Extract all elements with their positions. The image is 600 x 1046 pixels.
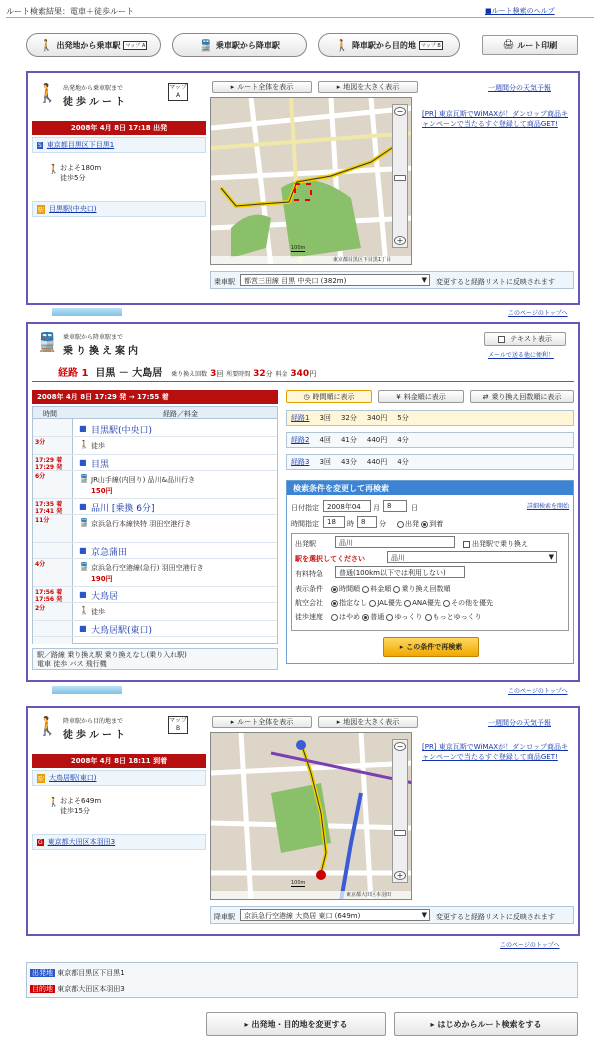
chevron-down-icon: ▼	[548, 553, 554, 561]
zoom-in-icon[interactable]: −	[394, 107, 406, 116]
via-select[interactable]	[387, 551, 557, 563]
zoom-slider[interactable]	[392, 104, 408, 248]
route-name-link[interactable]: 経路2	[291, 436, 310, 444]
step-time: 17:35 着 17:41 発	[35, 501, 63, 515]
goal-marker-icon: G	[38, 838, 43, 846]
show-full-route-button[interactable]	[212, 81, 312, 93]
walk-distance: およそ649m	[60, 797, 102, 805]
summary-origin	[30, 968, 125, 978]
station-icon: ■	[79, 424, 87, 433]
section-title: 徒歩ルート	[63, 97, 128, 108]
help-label: ルート検索のヘルプ	[491, 7, 555, 15]
step-time: 2分	[35, 605, 46, 612]
unit-minute: 分	[379, 520, 386, 528]
select-value: 8	[387, 502, 392, 510]
transfers-value: 3回	[319, 458, 331, 466]
step-text[interactable]: 目黒	[91, 460, 110, 470]
chevron-down-icon: ▼	[421, 911, 427, 919]
time-hour-select[interactable]	[323, 516, 345, 528]
map-scale: 100m	[291, 880, 306, 886]
route-summary	[58, 364, 316, 379]
select-value: 品川	[391, 554, 405, 562]
radio-label: 出発	[405, 520, 419, 528]
origin-label: 出発地	[32, 969, 53, 977]
transfers-value: 4回	[319, 436, 331, 444]
transfers-value: 3回	[319, 414, 331, 422]
section-title: 乗り換え案内	[63, 346, 141, 357]
itinerary-step	[33, 471, 277, 499]
time-value: 32分	[340, 414, 357, 422]
button-label: テキスト表示	[510, 335, 552, 343]
map-a-badge: マップ A	[169, 84, 187, 99]
itinerary-step	[33, 515, 277, 543]
legend	[32, 648, 278, 670]
radio-label: 料金順	[370, 585, 392, 593]
walk-value: 4分	[397, 458, 409, 466]
station-label: 乗車駅	[214, 278, 235, 286]
radio-icon	[386, 614, 393, 621]
radio-icon	[421, 521, 428, 528]
time-label: 時間指定	[291, 520, 319, 528]
text-display-button[interactable]	[484, 332, 566, 346]
map-a[interactable]	[210, 97, 412, 265]
step-text[interactable]: 大鳥居駅(東口)	[91, 626, 153, 636]
time-value: 43分	[340, 458, 357, 466]
walk-label: 徒歩速度	[295, 613, 323, 621]
walker-icon: 🚶	[79, 440, 89, 449]
map-b-drawing	[211, 733, 412, 900]
play-icon: ▸	[399, 643, 404, 651]
date-year-select[interactable]	[323, 500, 371, 512]
itinerary-table	[32, 406, 278, 644]
route-destination[interactable]	[32, 834, 206, 850]
button-label: この条件で再検索	[406, 643, 463, 651]
walker-icon: 🚶	[36, 716, 59, 737]
radio-icon	[362, 614, 369, 621]
radio-label: はやめ	[339, 613, 360, 621]
legend-line-2: 電車 徒歩 バス 飛行機	[37, 660, 107, 668]
col-time-header: 時間	[43, 410, 57, 418]
section-subtitle: 出発地から乗車駅まで	[63, 85, 124, 92]
time-label: 所要時間	[226, 371, 251, 378]
dest-label: 目的地	[32, 985, 53, 993]
section-arrow	[52, 686, 122, 694]
from-label: 出発駅	[295, 540, 316, 548]
station-label: 降車駅	[214, 913, 235, 921]
map-scale: 100m	[291, 245, 306, 251]
select-value: 18	[327, 518, 336, 526]
itinerary-step	[33, 437, 277, 455]
transit-date-bar: 2008年 4月 8日 17:29 発 → 17:55 着	[32, 390, 278, 404]
radio-icon	[331, 614, 338, 621]
sort-fare-button[interactable]	[378, 390, 464, 403]
station-icon: ■	[79, 546, 87, 555]
walker-icon: 🚶	[39, 38, 54, 52]
time-value: 32	[253, 369, 266, 379]
help-icon: ■	[485, 7, 492, 15]
radio-label: JAL優先	[377, 599, 402, 607]
train-icon: 🚆	[36, 332, 59, 353]
step-fare: 150円	[91, 487, 113, 495]
radio-icon	[393, 586, 400, 593]
date-label: 日付指定	[291, 504, 319, 512]
time-value: 41分	[340, 436, 357, 444]
radio-label: もっとゆっくり	[432, 613, 482, 621]
map-a-badge: マップ A	[125, 42, 146, 49]
fare-select[interactable]	[335, 566, 465, 578]
section-subtitle: 乗車駅から降車駅まで	[63, 334, 124, 341]
summary-destination	[30, 984, 125, 994]
weather-link[interactable]: 一週間分の天気予報	[488, 84, 551, 92]
tab-origin-to-station[interactable]	[26, 33, 161, 57]
tab-label: 乗車駅から降車駅	[215, 40, 280, 50]
radio-icon	[331, 600, 338, 607]
unit-hour: 時	[347, 520, 354, 528]
walker-icon: 🚶	[36, 83, 59, 104]
itinerary-step	[33, 621, 277, 637]
button-label: 出発地・目的地を変更する	[251, 1019, 348, 1029]
walk-route-a-panel	[26, 71, 580, 305]
printer-icon: 🖨	[502, 40, 515, 50]
itinerary-header	[33, 407, 277, 419]
button-label: ルート全体を表示	[237, 83, 294, 91]
research-button[interactable]	[383, 637, 479, 657]
unit-kai: 回	[216, 370, 224, 378]
radio-icon	[425, 614, 432, 621]
step-text: 京浜急行本線快特 羽田空港行き	[91, 520, 192, 528]
step-time: 3分	[35, 439, 46, 446]
col-route-header: 経路／料金	[163, 410, 198, 418]
dest-value: 東京都大田区本羽田3	[57, 985, 125, 993]
ad-link[interactable]: [PR] 東京瓦斯でWiMAXが！ダンロップ商品キャンペーンで当たるすぐ登録して商品GET!	[422, 743, 569, 761]
zoom-out-icon[interactable]: +	[394, 871, 406, 880]
transit-panel	[26, 322, 580, 682]
button-label: 料金順に表示	[403, 392, 446, 401]
air-options[interactable]	[331, 598, 493, 608]
station-marker-icon: 駅	[38, 775, 45, 783]
station-icon: ■	[79, 590, 87, 599]
step-text[interactable]: 京急蒲田	[91, 548, 128, 558]
radio-icon	[331, 586, 338, 593]
unit-month: 月	[373, 504, 380, 512]
fare-value: 340円	[366, 414, 388, 422]
zoom-handle[interactable]	[394, 830, 406, 836]
weather-link[interactable]: 一週間分の天気予報	[488, 719, 551, 727]
step-time: 17:29 着 17:29 発	[35, 457, 63, 471]
walk-distance: およそ180m	[60, 164, 102, 172]
route-name: 目黒 － 大島居	[95, 368, 163, 379]
radio-label: ゆっくり	[394, 613, 423, 621]
research-form	[286, 480, 574, 664]
transfers-label: 乗り換え回数	[171, 371, 208, 378]
button-label: 時間順に表示	[312, 392, 355, 401]
train-icon: 🚆	[79, 562, 89, 571]
tab-station-to-destination[interactable]	[318, 33, 460, 57]
unit-fun: 分	[265, 370, 273, 378]
sort-transfer-button[interactable]	[470, 390, 574, 403]
checkbox-icon	[498, 336, 505, 343]
checkbox-icon	[463, 541, 470, 548]
advanced-search-link[interactable]: 詳細検索を開始	[526, 503, 569, 510]
top-divider	[6, 17, 594, 18]
sort-time-button[interactable]	[286, 390, 372, 403]
radio-icon	[362, 586, 369, 593]
transfers-value: 3	[210, 369, 217, 379]
date-day-select[interactable]	[383, 500, 407, 512]
route-name-link[interactable]: 経路3	[291, 458, 310, 466]
zoom-out-icon[interactable]: +	[394, 236, 406, 245]
step-text: 京浜急行空港線(急行) 羽田空港行き	[91, 564, 204, 572]
checkbox-label: 出発駅で乗り換え	[472, 540, 528, 548]
via-label: 駅を選択してください	[295, 555, 365, 563]
radio-icon	[404, 600, 411, 607]
depart-arrive-radio[interactable]	[397, 519, 443, 529]
step-text: 徒歩	[91, 442, 105, 450]
zoom-slider[interactable]	[392, 739, 408, 883]
route-origin[interactable]	[32, 137, 206, 153]
play-icon: ▸	[230, 718, 235, 726]
transfer-icon: ⇄	[482, 392, 489, 401]
route-name-link[interactable]: 経路1	[291, 414, 310, 422]
restart-search-button[interactable]	[394, 1012, 578, 1036]
cond-label: 表示条件	[295, 585, 323, 593]
itinerary-step	[33, 421, 277, 437]
zoom-handle[interactable]	[394, 175, 406, 181]
play-icon: ▸	[244, 1019, 249, 1029]
unit-yen: 円	[309, 370, 317, 378]
fare-label: 料金	[275, 371, 288, 378]
step-text[interactable]: 目黒駅(中央口)	[91, 426, 153, 436]
station-icon: ■	[79, 624, 87, 633]
origin-value: 東京都目黒区下目黒1	[57, 969, 125, 977]
station-select[interactable]	[240, 909, 430, 921]
section-subtitle: 降車駅から目的地まで	[63, 718, 124, 725]
fare-value: 440円	[366, 436, 388, 444]
walk-value: 4分	[397, 436, 409, 444]
summary-divider	[32, 381, 574, 382]
radio-icon	[397, 521, 404, 528]
page-title: ルート検索結果：電車＋徒歩ルート	[6, 7, 134, 16]
radio-icon	[443, 600, 450, 607]
train-icon: 🚆	[199, 38, 213, 52]
itinerary-step	[33, 499, 277, 515]
route-option[interactable]	[286, 432, 574, 448]
radio-label: 時間順	[339, 585, 360, 593]
station-note: 変更すると経路リストに反映されます	[436, 913, 555, 921]
itinerary-step	[33, 559, 277, 587]
destination-link[interactable]: 目黒駅(中央口)	[49, 205, 97, 213]
ad-link[interactable]: [PR] 東京瓦斯でWiMAXが！ダンロップ商品キャンペーンで当たるすぐ登録して商品GET!	[422, 110, 569, 128]
walk-route-b-panel	[26, 706, 580, 936]
map-copyright: 東京都目黒区下目黒1丁目	[332, 257, 391, 263]
enlarge-map-button[interactable]	[318, 81, 418, 93]
walker-icon: 🚶	[48, 798, 60, 808]
play-icon: ▸	[336, 718, 341, 726]
station-marker-icon: 駅	[38, 206, 45, 214]
input-value: 品川	[339, 539, 353, 547]
walk-options[interactable]	[331, 612, 482, 622]
route-origin[interactable]	[32, 770, 206, 786]
station-select[interactable]	[240, 274, 430, 286]
step-text: 徒歩	[91, 608, 105, 616]
map-b-badge: マップ B	[169, 717, 187, 732]
step-time: 11分	[35, 517, 50, 524]
from-transfer-check[interactable]	[463, 539, 528, 549]
fare-label: 有料特急	[295, 570, 323, 578]
yen-icon: ¥	[396, 392, 401, 401]
page-top-link[interactable]: このページのトップへ	[508, 688, 568, 695]
zoom-in-icon[interactable]: −	[394, 742, 406, 751]
button-label: 乗り換え回数順に表示	[491, 392, 562, 401]
select-value: 京浜急行空港線 大鳥居 東口 (649m)	[244, 912, 361, 920]
select-value: 8	[361, 518, 366, 526]
origin-link[interactable]: 大鳥居駅(東口)	[49, 774, 97, 782]
arrival-bar: 2008年 4月 8日 18:11 到着	[32, 754, 206, 768]
play-icon: ▸	[430, 1019, 435, 1029]
route-destination[interactable]	[32, 201, 206, 217]
route-option[interactable]	[286, 410, 574, 426]
station-icon: ■	[79, 458, 87, 467]
research-header: 検索条件を変更して再検索	[287, 481, 573, 495]
departure-bar: 2008年 4月 8日 17:18 出発	[32, 121, 206, 135]
fare-value: 340	[290, 369, 310, 379]
help-link[interactable]	[485, 6, 555, 16]
enlarge-map-button[interactable]	[318, 716, 418, 728]
mail-link[interactable]: メールで送る他に便利！	[488, 352, 554, 359]
page-top-link[interactable]: このページのトップへ	[500, 942, 560, 949]
radio-label: 指定なし	[339, 599, 367, 607]
cond-options[interactable]	[331, 584, 450, 594]
change-locations-button[interactable]	[206, 1012, 386, 1036]
train-icon: 🚆	[79, 518, 89, 527]
time-minute-select[interactable]	[357, 516, 377, 528]
map-a-drawing	[211, 98, 412, 265]
step-text: JR山手線(内回り) 品川&品川行き	[91, 476, 196, 484]
radio-label: ANA優先	[412, 599, 441, 607]
map-b[interactable]	[210, 732, 412, 900]
chevron-down-icon: ▼	[421, 276, 427, 284]
section-arrow	[52, 308, 122, 316]
origin-marker-icon: S	[38, 141, 42, 149]
section-title: 徒歩ルート	[63, 730, 128, 741]
route-number: 経路 1	[58, 368, 89, 379]
tab-label: 出発地から乗車駅	[56, 40, 121, 50]
station-note: 変更すると経路リストに反映されます	[436, 278, 555, 286]
itinerary-step	[33, 603, 277, 621]
route-option[interactable]	[286, 454, 574, 470]
play-icon: ▸	[336, 83, 341, 91]
button-label: 地図を大きく表示	[343, 83, 400, 91]
itinerary-step	[33, 587, 277, 603]
legend-line-1: 駅／路線 乗り換え駅 乗り換えなし(乗り入れ駅)	[37, 651, 187, 659]
select-value: 都営三田線 目黒 中央口 (382m)	[244, 277, 347, 285]
select-value: 2008年04	[327, 503, 361, 511]
map-b-badge: マップ B	[420, 42, 441, 49]
radio-label: 乗り換え回数順	[401, 585, 451, 593]
walk-time: 徒歩5分	[60, 174, 86, 182]
print-route-button[interactable]	[482, 35, 578, 55]
air-label: 航空会社	[295, 599, 323, 607]
walker-icon: 🚶	[79, 606, 89, 615]
select-value: 普通(100km以下では利用しない)	[339, 569, 446, 577]
radio-label: 普通	[370, 613, 385, 621]
play-icon: ▸	[230, 83, 235, 91]
button-label: ルート全体を表示	[237, 718, 294, 726]
print-label: ルート印刷	[517, 40, 558, 50]
unit-day: 日	[411, 504, 418, 512]
walker-icon: 🚶	[335, 38, 349, 52]
step-time: 17:56 着 17:56 発	[35, 589, 63, 603]
step-time: 4分	[35, 561, 46, 568]
step-text[interactable]: 品川 [乗換 6分]	[91, 504, 155, 514]
radio-label: その他を優先	[451, 599, 494, 607]
clock-icon: ◷	[303, 392, 310, 401]
tab-label: 降車駅から目的地	[351, 40, 416, 50]
itinerary-step	[33, 543, 277, 559]
walk-value: 5分	[397, 414, 409, 422]
step-time: 6分	[35, 473, 46, 480]
button-label: 地図を大きく表示	[343, 718, 400, 726]
train-icon: 🚆	[79, 474, 89, 483]
from-input[interactable]	[335, 536, 455, 548]
walker-icon: 🚶	[48, 165, 60, 175]
radio-icon	[369, 600, 376, 607]
destination-link[interactable]: 東京都大田区本羽田3	[47, 838, 116, 846]
page-top-link[interactable]: このページのトップへ	[508, 310, 568, 317]
map-copyright: 東京都大田区本羽田	[345, 892, 391, 898]
button-label: はじめからルート検索をする	[437, 1019, 542, 1029]
step-text[interactable]: 大鳥居	[91, 592, 119, 602]
step-fare: 190円	[91, 575, 113, 583]
tab-station-to-station[interactable]	[172, 33, 307, 57]
itinerary-step	[33, 455, 277, 471]
show-full-route-button[interactable]	[212, 716, 312, 728]
radio-label: 到着	[429, 520, 444, 528]
walk-time: 徒歩15分	[60, 807, 90, 815]
origin-link[interactable]: 東京都目黒区下目黒1	[46, 141, 115, 149]
station-icon: ■	[79, 502, 87, 511]
fare-value: 440円	[366, 458, 388, 466]
